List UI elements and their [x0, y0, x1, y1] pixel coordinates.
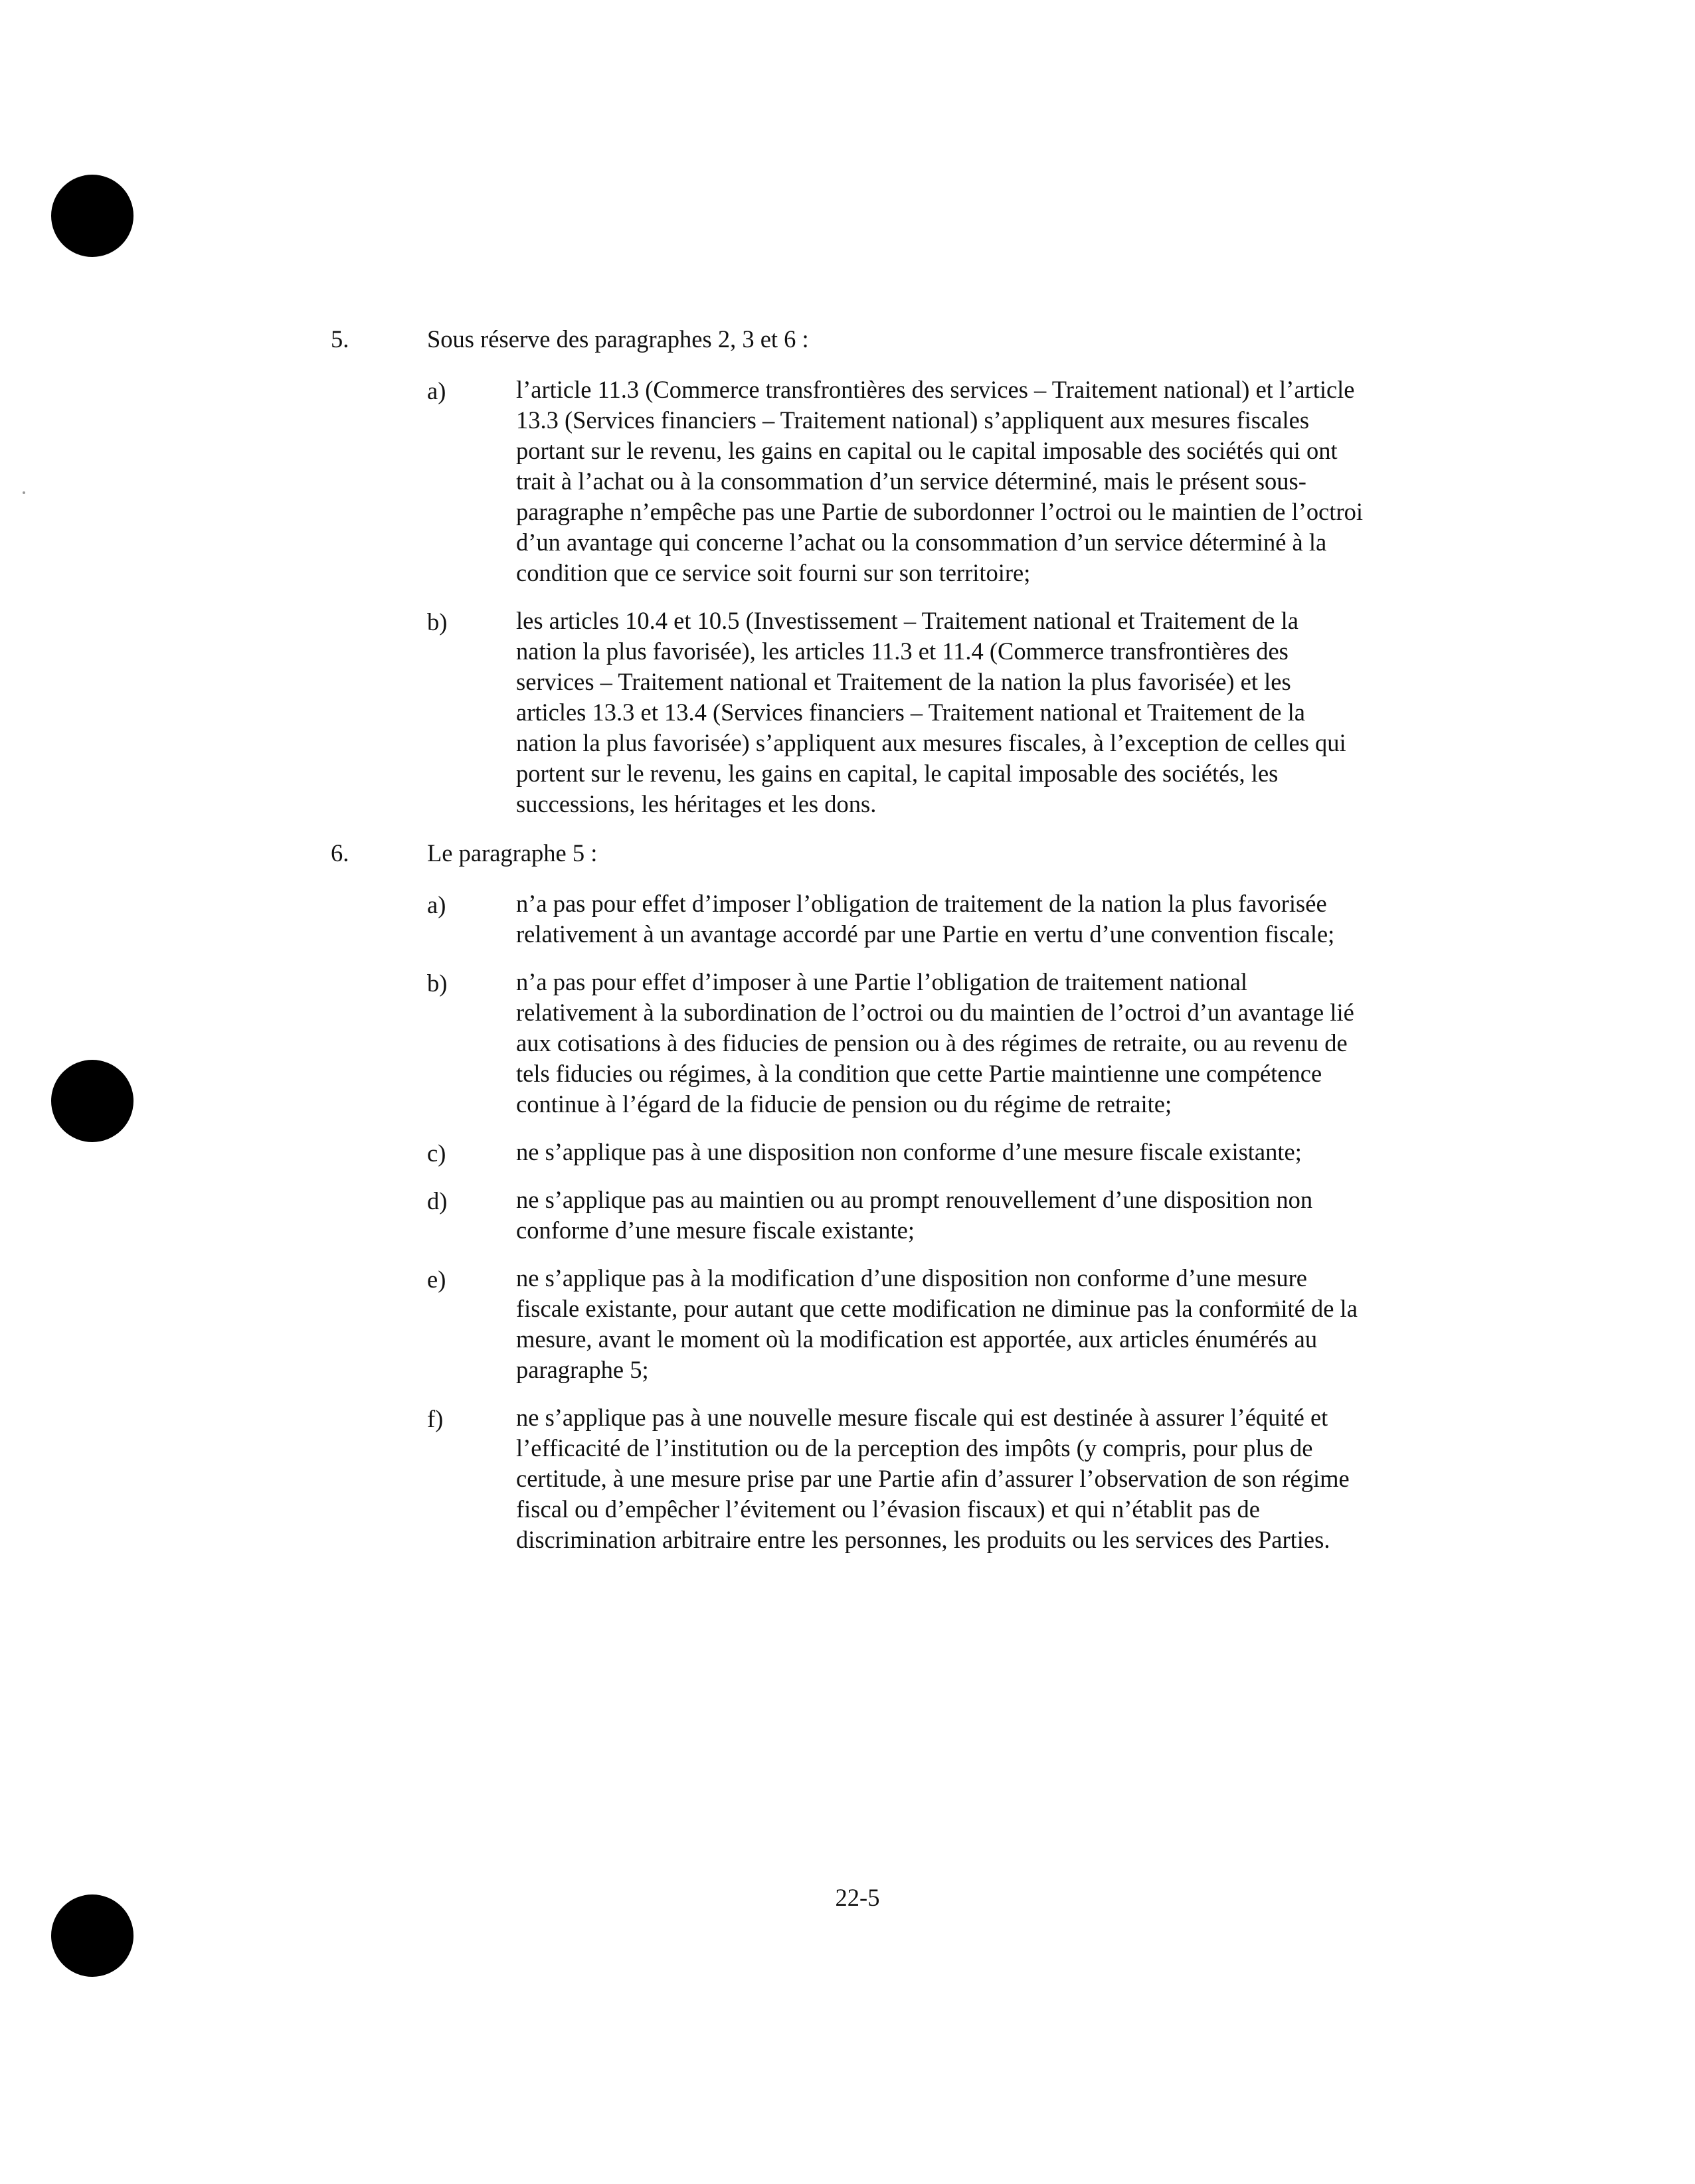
subparagraph-text: ne s’applique pas au maintien ou au prompt renouvellement d’une disposition non conforme d’une mesure fiscale existante;: [516, 1186, 1313, 1244]
subparagraph-6a: [331, 888, 1393, 950]
subparagraph-text: ne s’applique pas à une disposition non conforme d’une mesure fiscale existante;: [516, 1138, 1302, 1165]
subparagraph-label: f): [427, 1405, 444, 1432]
subparagraph-label: a): [427, 891, 446, 918]
subparagraph-label: b): [427, 969, 448, 997]
subparagraph-6c: [331, 1137, 1393, 1167]
paragraph-6: [331, 838, 1393, 1555]
subparagraph-text: l’article 11.3 (Commerce transfrontières des services – Traitement national) et l’article 13.3 (Services financiers – Traitement national) s’appliquent aux mesures fiscales portant sur le revenu, les gains en capital ou le capital imposable des sociétés qui ont trait à l’achat ou à la consommation d’un service déterminé, mais le présent sous-paragraphe n’empêche pas une Partie de subordonner l’octroi ou le maintien de l’octroi d’un avantage qui concerne l’achat ou la consommation d’un service déterminé à la condition que ce service soit fourni sur son territoire;: [516, 376, 1363, 586]
page-number: 22-5: [835, 1884, 880, 1911]
subparagraph-label: d): [427, 1187, 448, 1215]
subparagraph-list: [331, 375, 1393, 819]
punch-hole-middle: [51, 1060, 134, 1142]
paragraph-lead: Le paragraphe 5 :: [427, 839, 598, 867]
subparagraph-label: e): [427, 1266, 446, 1293]
subparagraph-5a: [331, 375, 1393, 588]
subparagraph-text: ne s’applique pas à une nouvelle mesure fiscale qui est destinée à assurer l’équité et l’efficacité de l’institution ou de la perception des impôts (y compris, pour plus de certitude, à une mesure prise par une Partie afin d’assurer l’observation de son régime fiscal ou d’empêcher l’évitement ou l’évasion fiscaux) et qui n’établit pas de discrimination arbitraire entre les personnes, les produits ou les services des Parties.: [516, 1404, 1350, 1553]
subparagraph-6e: [331, 1263, 1393, 1385]
subparagraph-text: n’a pas pour effet d’imposer l’obligation de traitement de la nation la plus favorisée relativement à un avantage accordé par une Partie en vertu d’une convention fiscale;: [516, 890, 1335, 948]
paragraph-number: 6.: [331, 839, 349, 867]
subparagraph-label: a): [427, 377, 446, 404]
subparagraph-5b: [331, 606, 1393, 819]
punch-hole-top: [51, 175, 134, 257]
paragraph-number: 5.: [331, 325, 349, 353]
subparagraph-text: les articles 10.4 et 10.5 (Investissement – Traitement national et Traitement de la nation la plus favorisée), les articles 11.3 et 11.4 (Commerce transfrontières des services – Traitement national et Traitement de la nation la plus favorisée) et les articles 13.3 et 13.4 (Services financiers – Traitement national et Traitement de la nation la plus favorisée) s’appliquent aux mesures fiscales, à l’exception de celles qui portent sur le revenu, les gains en capital, le capital imposable des sociétés, les successions, les héritages et les dons.: [516, 607, 1346, 817]
subparagraph-6b: [331, 967, 1393, 1120]
subparagraph-text: n’a pas pour effet d’imposer à une Partie l’obligation de traitement national relativement à la subordination de l’octroi ou du maintien de l’octroi d’un avantage lié aux cotisations à des fiducies de pension ou à des régimes de retraite, ou au revenu de tels fiducies ou régimes, à la condition que cette Partie maintienne une compétence continue à l’égard de la fiducie de pension ou du régime de retraite;: [516, 968, 1354, 1118]
document-body: [331, 324, 1393, 1574]
paragraph-5: [331, 324, 1393, 819]
subparagraph-list: [331, 888, 1393, 1555]
scan-speck: [23, 491, 25, 494]
subparagraph-6d: [331, 1185, 1393, 1246]
subparagraph-text: ne s’applique pas à la modification d’une disposition non conforme d’une mesure fiscale existante, pour autant que cette modification ne diminue pas la conformité de la mesure, avant le moment où la modification est apportée, aux articles énumérés au paragraphe 5;: [516, 1264, 1358, 1383]
subparagraph-6f: [331, 1402, 1393, 1555]
subparagraph-label: c): [427, 1139, 446, 1167]
paragraph-lead: Sous réserve des paragraphes 2, 3 et 6 :: [427, 325, 809, 353]
subparagraph-label: b): [427, 608, 448, 635]
